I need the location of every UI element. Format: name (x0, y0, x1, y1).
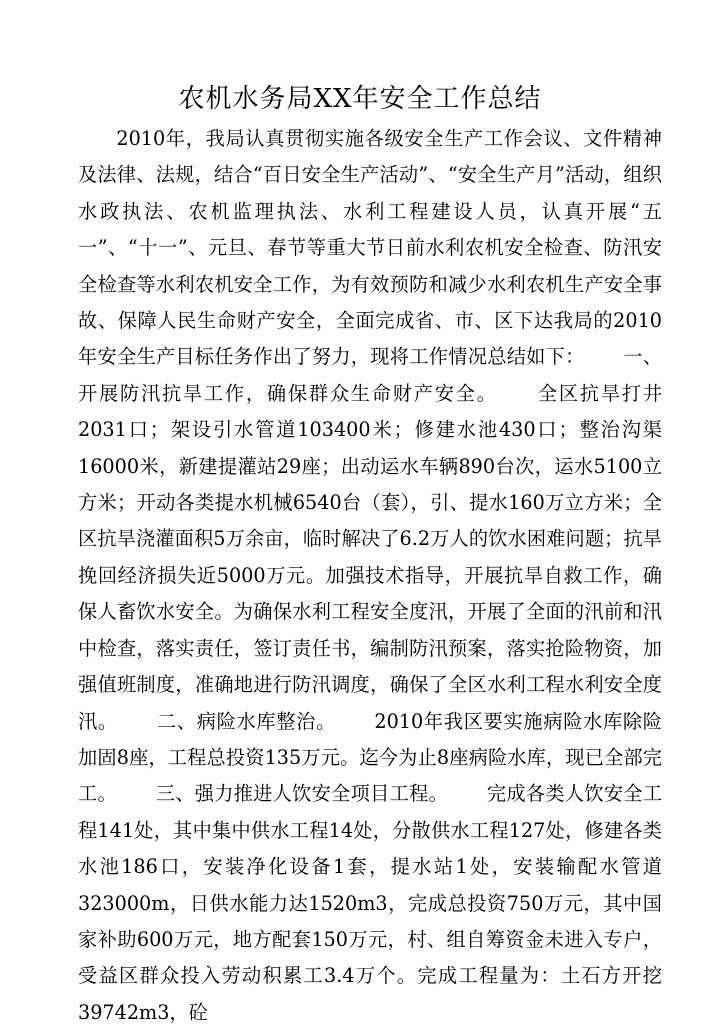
paragraph-reservoir: 2010年我区要实施病险水库除险加固8座，工程总投资135万元。迄今为止8座病险水库，现已全部完工。 (78, 709, 662, 806)
section-heading-3: 三、强力推进人饮安全项目工程。 (155, 782, 449, 806)
document-body (78, 121, 662, 1031)
paragraph-intro: 2010年，我局认真贯彻实施各级安全生产工作会议、文件精神及法律、法规，结合“百日安全生产活动”、“安全生产月”活动，组织水政执法、农机监理执法、水利工程建设人员，认真开展“五一”、“十一”、元旦、春节等重大节日前水利农机安全检查、防汛安全检查等水利农机安全工作，为有效预防和减少水利农机生产安全事故、保障人民生命财产安全，全面完成省、市、区下达我局的2010年安全生产目标任务作出了努力，现将工作情况总结如下： (78, 127, 662, 369)
document-title: 农机水务局XX年安全工作总结 (178, 84, 542, 114)
paragraph-drinking-water: 完成各类人饮安全工程141处，其中集中供水工程14处，分散供水工程127处，修建各类水池186口，安装净化设备1套，提水站1处，安装输配水管道323000m，日供水能力达1520m3，完成总投资750万元，其中国家补助600万元，地方配套150万元，村、组自筹资金未进入专户，受益区群众投入劳动积累工3.4万个。完成工程量为：土石方开挖39742m3，砼 (78, 782, 663, 1024)
section-heading-2: 二、病险水库整治。 (156, 709, 336, 733)
section-heading-1: 一、开展防汛抗旱工作，确保群众生命财产安全。 (78, 345, 663, 405)
paragraph-drought-relief: 全区抗旱打井2031口；架设引水管道103400米；修建水池430口；整治沟渠16000米，新建提灌站29座；出动运水车辆890台次，运水5100立方米；开动各类提水机械6540台（套），引、提水160万立方米；全区抗旱浇灌面积5万余亩，临时解决了6.2万人的饮水困难问题；抗旱挽回经济损失近5000万元。加强技术指导，开展抗旱自救工作，确保人畜饮水安全。为确保水利工程安全度汛，开展了全面的汛前和汛中检查，落实责任，签订责任书，编制防汛预案，落实抢险物资，加强值班制度，准确地进行防汛调度，确保了全区水利工程水利安全度汛。 (78, 381, 663, 733)
